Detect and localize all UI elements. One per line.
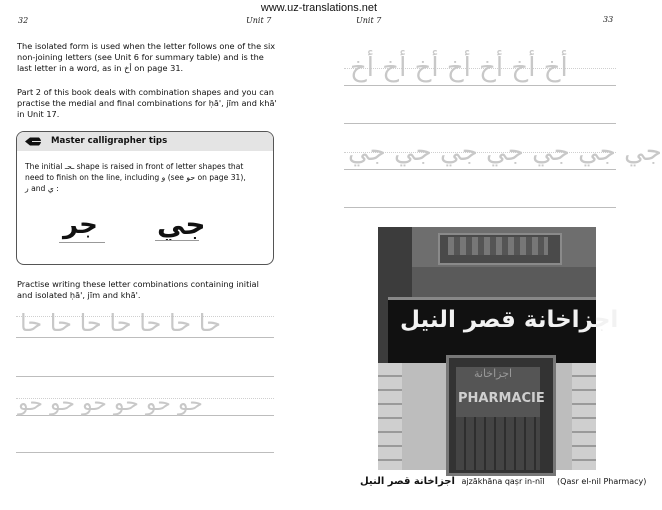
caption-english: (Qasr el-nil Pharmacy) (557, 477, 647, 486)
photo-caption (360, 476, 646, 487)
pharmacie-window-text: PHARMACIE (458, 391, 545, 406)
right-page-number: 33 (603, 15, 614, 24)
intro-line-2: non-joining letters (see Unit 6 for summary table) and is the (17, 52, 264, 62)
practice-row-ha-waw: حو حو حو حو حو حو (18, 391, 203, 416)
intro-paragraph (17, 41, 287, 74)
right-running-head: Unit 7 (356, 16, 382, 25)
left-running-head: Unit 7 (246, 16, 272, 25)
tip-box-title: Master calligrapher tips (51, 136, 168, 146)
calligraphy-example-jy: جي (157, 208, 206, 241)
pen-nib-icon (24, 136, 44, 147)
caption-transliteration: ajzākhāna qaṣr in-nīl (461, 477, 545, 486)
blank-writing-line (16, 376, 274, 377)
practice-row-ha-alif: حا حا حا حا حا حا حا (20, 309, 221, 337)
calligraphy-example-jr: جر (63, 210, 98, 240)
pharmacy-photo (378, 227, 619, 470)
practise-instructions: Practise writing these letter combinations containing initial and isolated ḥā', jīm and khā'. (17, 279, 259, 300)
site-watermark-url: www.uz-translations.net (260, 2, 378, 14)
window-arabic-text: اجزاخانة (474, 367, 513, 380)
blank-writing-line (16, 452, 274, 453)
blank-writing-line (344, 207, 616, 208)
left-page-number: 32 (18, 16, 29, 25)
intro-line-1: The isolated form is used when the letter follows one of the six (17, 41, 276, 51)
practice-row-jim-ya: جي جي جي جي جي جي جي (348, 137, 662, 167)
pharmacy-sign-text: اجزاخانة قصر النيل (400, 307, 619, 333)
caption-arabic: اجزاخانة قصر النيل (360, 476, 455, 487)
intro-line-3: last letter in a word, as in أخ on page 31. (17, 63, 184, 73)
practice-row-alif-kha: أخ أخ أخ أخ أخ أخ أخ (350, 53, 568, 83)
tip-box-text: The initial ـحـ shape is raised in front of letter shapes that need to finish on the line, including و (see حو on page 31), ر and ي : (25, 162, 246, 193)
master-calligrapher-tips-box (16, 131, 274, 265)
part2-paragraph: Part 2 of this book deals with combination shapes and you can practise the medial and final combinations for ḥā', jīm and khā' in Unit 17. (17, 87, 277, 119)
arabic-example-akh: أخ (124, 63, 132, 73)
blank-writing-line (344, 123, 616, 124)
